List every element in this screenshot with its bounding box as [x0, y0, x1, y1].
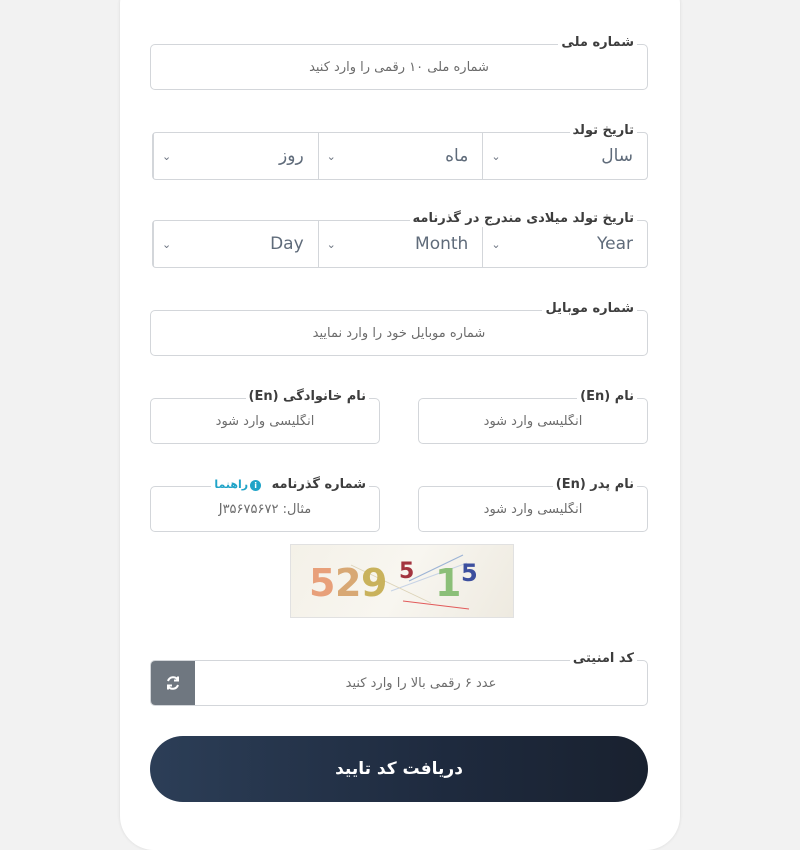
passport-month-value: Month [415, 234, 469, 254]
birth-year-value: سال [601, 146, 634, 166]
last-name-label: نام خانوادگی (En) [246, 389, 370, 405]
passport-number-label: شماره گذرنامه [271, 477, 366, 492]
father-name-input[interactable] [419, 487, 647, 531]
mobile-input[interactable] [151, 311, 647, 355]
passport-birth-date-group [152, 211, 648, 268]
birth-year-select[interactable] [482, 133, 647, 179]
passport-help-text: راهنما [214, 478, 249, 491]
first-name-field [418, 389, 648, 444]
birth-day-select[interactable] [153, 133, 318, 179]
get-verification-code-button[interactable]: دریافت کد تایید [150, 736, 648, 802]
captcha-digit: 5 [309, 561, 336, 605]
birth-month-select[interactable] [318, 133, 483, 179]
first-name-label: نام (En) [577, 389, 637, 405]
national-id-label: شماره ملی [558, 35, 637, 51]
passport-day-select[interactable] [153, 221, 318, 267]
national-id-input[interactable] [151, 45, 647, 89]
passport-birth-date-label: تاریخ تولد میلادی مندرج در گذرنامه [410, 211, 637, 227]
refresh-captcha-button[interactable] [151, 661, 195, 705]
birth-month-value: ماه [445, 146, 469, 166]
chevron-down-icon: ⌄ [491, 149, 501, 163]
mobile-label: شماره موبایل [542, 301, 637, 317]
chevron-down-icon: ⌄ [162, 237, 172, 251]
passport-month-select[interactable] [318, 221, 483, 267]
captcha-digit: 2 [335, 561, 362, 605]
father-name-label: نام پدر (En) [553, 477, 637, 493]
chevron-down-icon: ⌄ [326, 149, 336, 163]
passport-year-value: Year [597, 234, 634, 254]
security-code-field [150, 651, 648, 706]
passport-day-value: Day [270, 234, 304, 254]
mobile-field [150, 301, 648, 356]
passport-number-input[interactable] [151, 487, 379, 531]
captcha-digit: 9 [361, 561, 388, 605]
last-name-field [150, 389, 380, 444]
info-icon: i [250, 480, 261, 491]
passport-year-select[interactable] [482, 221, 647, 267]
chevron-down-icon: ⌄ [491, 237, 501, 251]
captcha-digit: 5 [399, 559, 415, 584]
captcha-image [290, 544, 514, 618]
passport-number-field [150, 477, 380, 532]
security-code-label: کد امنیتی [570, 651, 637, 667]
chevron-down-icon: ⌄ [326, 237, 336, 251]
chevron-down-icon: ⌄ [162, 149, 172, 163]
birth-date-label: تاریخ تولد [570, 123, 637, 139]
national-id-field [150, 35, 648, 90]
last-name-input[interactable] [151, 399, 379, 443]
birth-date-group [152, 123, 648, 180]
birth-day-value: روز [279, 146, 304, 166]
captcha-digit: 1 [435, 561, 462, 605]
security-code-input[interactable] [195, 661, 647, 705]
refresh-icon [165, 675, 181, 691]
first-name-input[interactable] [419, 399, 647, 443]
captcha-digit: 5 [461, 559, 478, 587]
father-name-field [418, 477, 648, 532]
